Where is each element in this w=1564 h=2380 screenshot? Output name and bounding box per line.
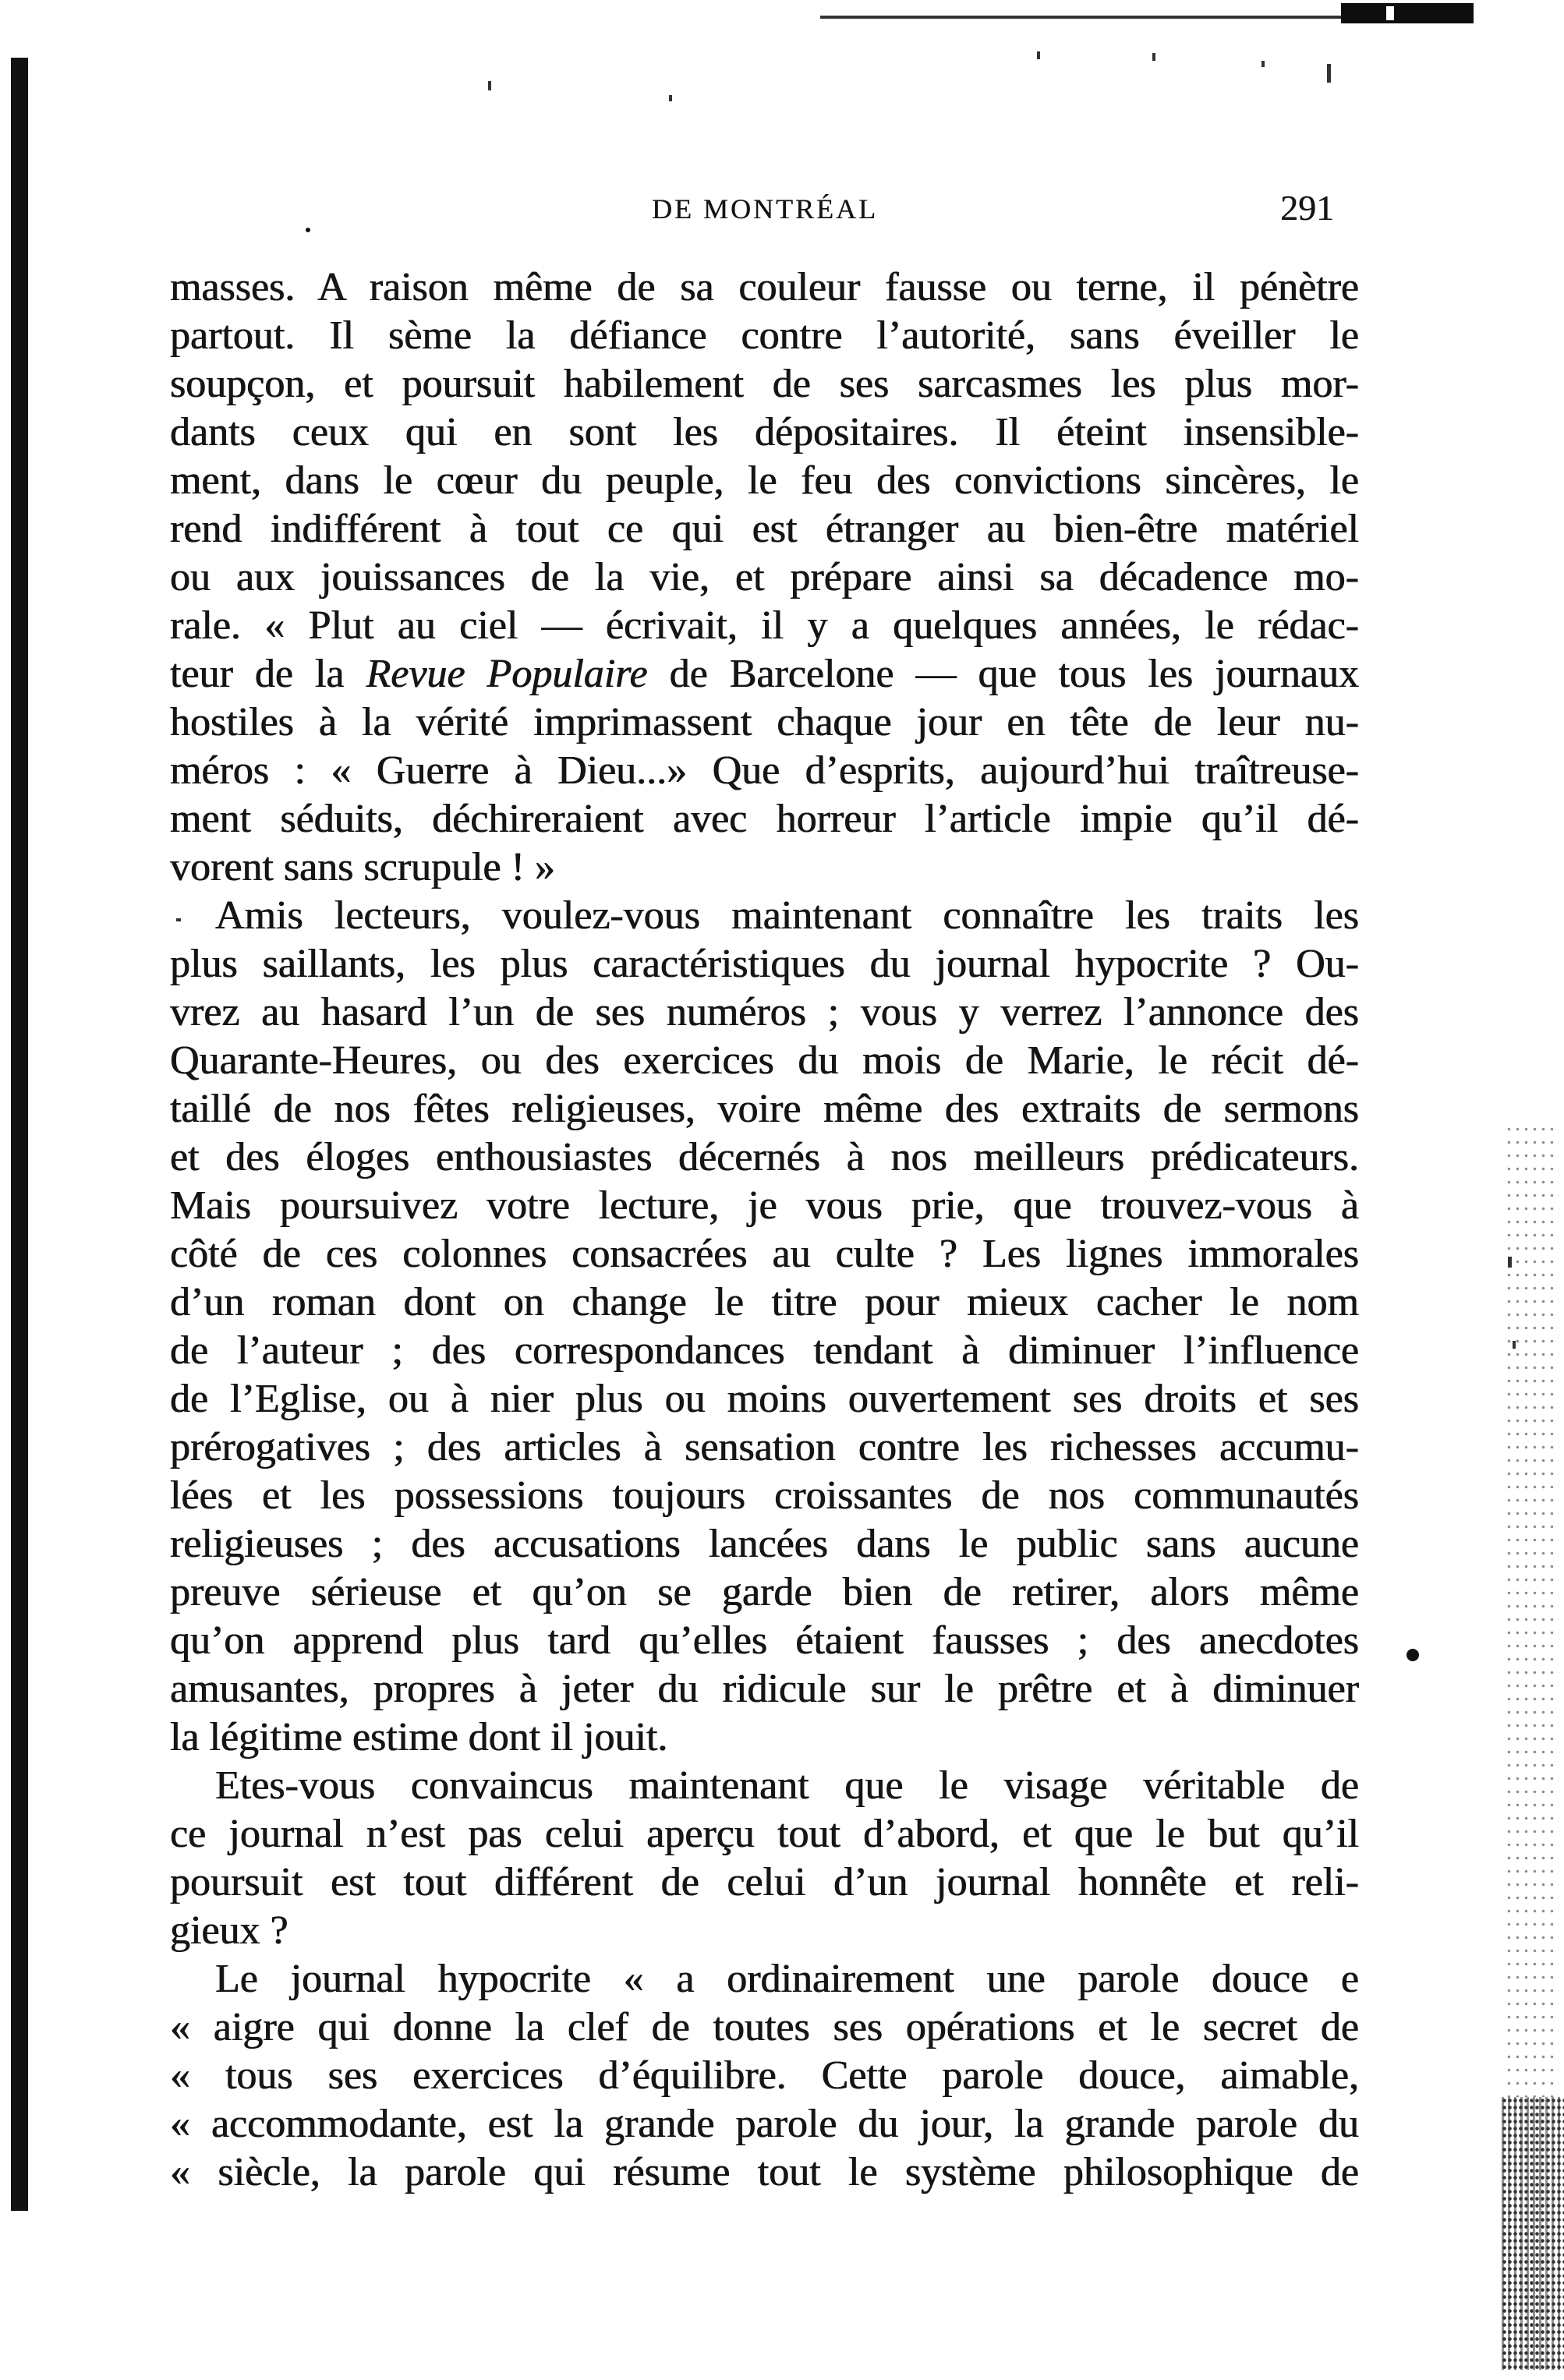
scan-ink-dot [1407,1649,1419,1661]
scan-mark [1327,64,1331,83]
text-line: Quarante-Heures, ou des exercices du mois de Marie, le récit dé- [170,1038,1359,1083]
text-line: « tous ses exercices d’équilibre. Cette parole douce, aimable, [170,2053,1359,2098]
scan-mark [1513,1341,1516,1349]
paragraph [170,1762,1359,1955]
text-line: religieuses ; des accusations lancées dans le public sans aucune [170,1522,1359,1566]
text-line: de l’Eglise, ou à nier plus ou moins ouvertement ses droits et ses [170,1377,1359,1421]
text-line: ment séduits, déchireraient avec horreur l’article impie qu’il dé- [170,797,1359,841]
scan-mark [1152,53,1155,61]
text-line: « accommodante, est la grande parole du jour, la grande parole du [170,2102,1359,2146]
text-line: qu’on apprend plus tard qu’elles étaient fausses ; des anecdotes [170,1618,1359,1663]
text-segment: de Barcelone — que tous les journaux [647,652,1359,696]
text-line: dants ceux qui en sont les dépositaires. Il éteint insensible- [170,410,1359,454]
paragraph [170,892,1359,1762]
text-line: partout. Il sème la défiance contre l’autorité, sans éveiller le [170,313,1359,358]
text-block [170,263,1359,2197]
text-line: Amis lecteurs, voulez-vous maintenant connaître les traits les [215,893,1359,938]
text-line: Mais poursuivez votre lecture, je vous prie, que trouvez-vous à [170,1183,1359,1228]
text-line: méros : « Guerre à Dieu...» Que d’esprits, aujourd’hui traîtreuse- [170,748,1359,793]
paragraph [170,263,1359,892]
text-line: Etes-vous convaincus maintenant que le visage véritable de [215,1763,1359,1808]
text-line: et des éloges enthousiastes décernés à nos meilleurs prédicateurs. [170,1135,1359,1179]
scan-edge-top-dark [1341,3,1474,23]
text-line: d’un roman dont on change le titre pour mieux cacher le nom [170,1280,1359,1324]
paragraph [170,1955,1359,2197]
scan-ink-dot [306,228,310,232]
text-line: vorent sans scrupule ! » [170,845,555,889]
scan-edge-left [11,58,28,2211]
text-line: « siècle, la parole qui résume tout le système philosophique de [170,2150,1359,2194]
running-head: DE MONTRÉAL [652,193,878,225]
text-line: amusantes, propres à jeter du ridicule sur le prêtre et à diminuer [170,1667,1359,1711]
text-line: ce journal n’est pas celui aperçu tout d’abord, et que le but qu’il [170,1812,1359,1856]
scan-edge-top [820,16,1358,19]
text-line: prérogatives ; des articles à sensation contre les richesses accumu- [170,1425,1359,1469]
scan-mark [669,95,672,101]
text-segment: teur de la [170,652,366,696]
scan-edge-notch [1386,6,1394,20]
scan-speckle-right [1505,1123,1559,2097]
text-line: ment, dans le cœur du peuple, le feu des convictions sincères, le [170,458,1359,503]
text-line: rend indifférent à tout ce qui est étranger au bien-être matériel [170,507,1359,551]
text-line: taillé de nos fêtes religieuses, voire même des extraits de sermons [170,1087,1359,1131]
text-line: lées et les possessions toujours croissantes de nos communautés [170,1473,1359,1518]
text-line: la légitime estime dont il jouit. [170,1715,668,1759]
text-line: preuve sérieuse et qu’on se garde bien de retirer, alors même [170,1570,1359,1614]
scan-mark [1508,1257,1512,1268]
text-line [170,650,1359,698]
scan-mark [1261,61,1265,67]
text-line: de l’auteur ; des correspondances tendant à diminuer l’influence [170,1328,1359,1373]
scan-mark [488,81,491,90]
text-line: poursuit est tout différent de celui d’un journal honnête et reli- [170,1860,1359,1904]
text-line: ou aux jouissances de la vie, et prépare ainsi sa décadence mo- [170,555,1359,599]
page-number: 291 [1280,188,1334,228]
text-line: rale. « Plut au ciel — écrivait, il y a quelques années, le rédac- [170,603,1359,648]
text-line: Le journal hypocrite « a ordinairement une parole douce e [215,1957,1359,2001]
text-line: hostiles à la vérité imprimassent chaque jour en tête de leur nu- [170,700,1359,744]
scan-mark [1037,51,1040,59]
text-line: « aigre qui donne la clef de toutes ses opérations et le secret de [170,2005,1359,2049]
text-line: gieux ? [170,1908,288,1953]
text-line: plus saillants, les plus caractéristiques du journal hypocrite ? Ou- [170,942,1359,986]
text-line: masses. A raison même de sa couleur fausse ou terne, il pénètre [170,265,1359,309]
scan-speckle-corner [1502,2097,1564,2370]
periodical-title: Revue Populaire [366,652,648,696]
text-line: vrez au hasard l’un de ses numéros ; vous y verrez l’annonce des [170,990,1359,1034]
text-line: côté de ces colonnes consacrées au culte ? Les lignes immorales [170,1232,1359,1276]
text-line: soupçon, et poursuit habilement de ses sarcasmes les plus mor- [170,362,1359,406]
